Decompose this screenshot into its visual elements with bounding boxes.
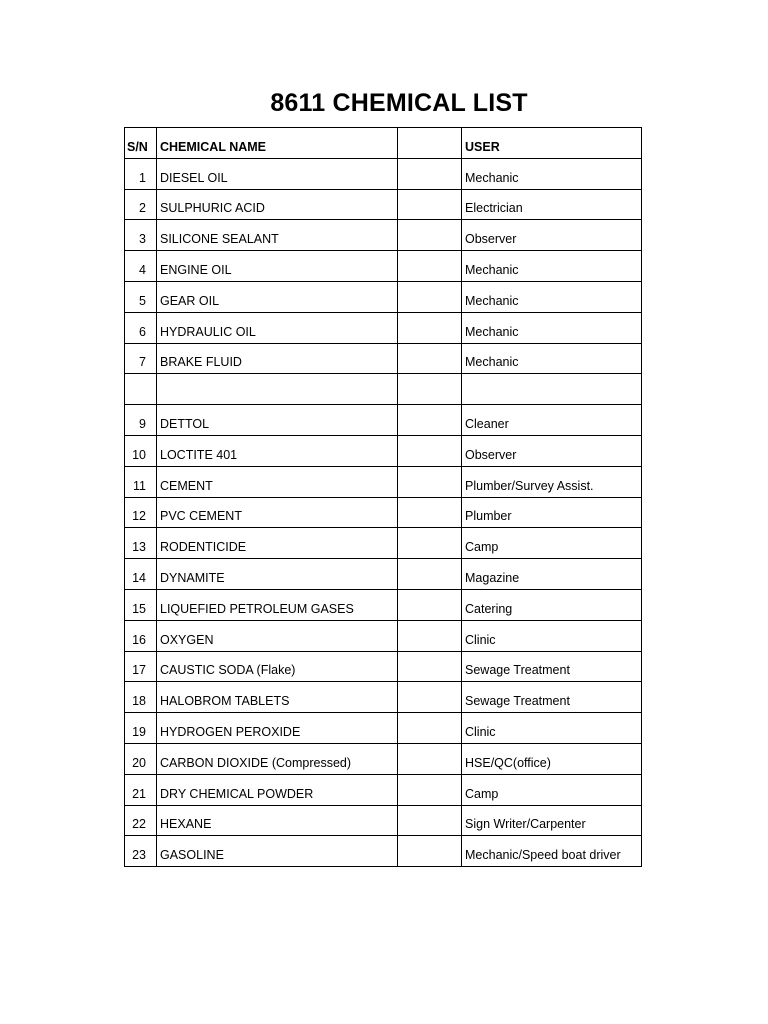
cell-user: Camp <box>462 774 642 805</box>
cell-user: Mechanic <box>462 312 642 343</box>
cell-sn: 20 <box>125 743 157 774</box>
cell-sn: 17 <box>125 651 157 682</box>
cell-chemical-name: CAUSTIC SODA (Flake) <box>157 651 398 682</box>
cell-blank <box>398 651 462 682</box>
cell-sn: 1 <box>125 158 157 189</box>
cell-chemical-name: OXYGEN <box>157 620 398 651</box>
cell-user: Sign Writer/Carpenter <box>462 805 642 836</box>
cell-user: Clinic <box>462 713 642 744</box>
cell-chemical-name: DRY CHEMICAL POWDER <box>157 774 398 805</box>
cell-blank <box>398 836 462 867</box>
cell-chemical-name: DIESEL OIL <box>157 158 398 189</box>
cell-blank <box>398 251 462 282</box>
cell-user <box>462 374 642 405</box>
cell-sn: 18 <box>125 682 157 713</box>
cell-sn: 21 <box>125 774 157 805</box>
cell-sn: 7 <box>125 343 157 374</box>
cell-user: HSE/QC(office) <box>462 743 642 774</box>
cell-blank <box>398 497 462 528</box>
cell-chemical-name: PVC CEMENT <box>157 497 398 528</box>
cell-blank <box>398 774 462 805</box>
cell-sn: 22 <box>125 805 157 836</box>
table-row <box>125 713 642 744</box>
cell-sn: 19 <box>125 713 157 744</box>
table-row <box>125 405 642 436</box>
table-row <box>125 620 642 651</box>
cell-user: Sewage Treatment <box>462 651 642 682</box>
header-blank <box>398 128 462 159</box>
cell-user: Catering <box>462 589 642 620</box>
table-row <box>125 466 642 497</box>
cell-chemical-name: HEXANE <box>157 805 398 836</box>
cell-sn: 11 <box>125 466 157 497</box>
cell-sn: 3 <box>125 220 157 251</box>
cell-sn: 15 <box>125 589 157 620</box>
cell-sn: 5 <box>125 281 157 312</box>
cell-chemical-name: HALOBROM TABLETS <box>157 682 398 713</box>
cell-blank <box>398 343 462 374</box>
cell-blank <box>398 158 462 189</box>
cell-sn: 14 <box>125 559 157 590</box>
cell-blank <box>398 620 462 651</box>
cell-blank <box>398 189 462 220</box>
cell-blank <box>398 281 462 312</box>
cell-chemical-name: GEAR OIL <box>157 281 398 312</box>
cell-sn: 23 <box>125 836 157 867</box>
cell-user: Mechanic <box>462 251 642 282</box>
table-row <box>125 343 642 374</box>
cell-blank <box>398 435 462 466</box>
chemical-table <box>124 127 642 867</box>
table-row <box>125 805 642 836</box>
cell-blank <box>398 312 462 343</box>
cell-blank <box>398 466 462 497</box>
cell-chemical-name: LIQUEFIED PETROLEUM GASES <box>157 589 398 620</box>
cell-user: Sewage Treatment <box>462 682 642 713</box>
cell-blank <box>398 713 462 744</box>
cell-user: Plumber/Survey Assist. <box>462 466 642 497</box>
header-user: USER <box>462 128 642 159</box>
cell-blank <box>398 405 462 436</box>
cell-user: Mechanic <box>462 343 642 374</box>
cell-chemical-name: SULPHURIC ACID <box>157 189 398 220</box>
cell-user: Cleaner <box>462 405 642 436</box>
table-row <box>125 836 642 867</box>
cell-blank <box>398 682 462 713</box>
cell-sn: 10 <box>125 435 157 466</box>
cell-chemical-name: ENGINE OIL <box>157 251 398 282</box>
table-row <box>125 189 642 220</box>
cell-user: Observer <box>462 220 642 251</box>
cell-user: Camp <box>462 528 642 559</box>
cell-chemical-name: CARBON DIOXIDE (Compressed) <box>157 743 398 774</box>
cell-sn: 16 <box>125 620 157 651</box>
cell-sn: 6 <box>125 312 157 343</box>
page-title: 8611 CHEMICAL LIST <box>270 89 528 117</box>
table-row <box>125 651 642 682</box>
cell-user: Plumber <box>462 497 642 528</box>
cell-user: Mechanic <box>462 281 642 312</box>
table-row <box>125 281 642 312</box>
cell-user: Mechanic/Speed boat driver <box>462 836 642 867</box>
cell-sn <box>125 374 157 405</box>
table-row <box>125 774 642 805</box>
cell-blank <box>398 220 462 251</box>
table-row <box>125 743 642 774</box>
cell-chemical-name: DYNAMITE <box>157 559 398 590</box>
table-row <box>125 251 642 282</box>
cell-blank <box>398 805 462 836</box>
table-row <box>125 435 642 466</box>
cell-sn: 2 <box>125 189 157 220</box>
cell-blank <box>398 743 462 774</box>
cell-blank <box>398 528 462 559</box>
cell-user: Clinic <box>462 620 642 651</box>
cell-blank <box>398 559 462 590</box>
cell-user: Mechanic <box>462 158 642 189</box>
cell-blank <box>398 374 462 405</box>
table-row <box>125 220 642 251</box>
cell-chemical-name: RODENTICIDE <box>157 528 398 559</box>
table-row <box>125 312 642 343</box>
header-chemical-name: CHEMICAL NAME <box>157 128 398 159</box>
table-row <box>125 528 642 559</box>
cell-user: Electrician <box>462 189 642 220</box>
cell-sn: 9 <box>125 405 157 436</box>
cell-chemical-name <box>157 374 398 405</box>
cell-chemical-name: BRAKE FLUID <box>157 343 398 374</box>
table-row <box>125 682 642 713</box>
cell-sn: 12 <box>125 497 157 528</box>
cell-chemical-name: HYDROGEN PEROXIDE <box>157 713 398 744</box>
table-row <box>125 559 642 590</box>
table-row <box>125 374 642 405</box>
table-row <box>125 589 642 620</box>
cell-chemical-name: GASOLINE <box>157 836 398 867</box>
cell-chemical-name: CEMENT <box>157 466 398 497</box>
cell-sn: 4 <box>125 251 157 282</box>
cell-user: Magazine <box>462 559 642 590</box>
cell-user: Observer <box>462 435 642 466</box>
cell-chemical-name: LOCTITE 401 <box>157 435 398 466</box>
cell-chemical-name: DETTOL <box>157 405 398 436</box>
cell-chemical-name: HYDRAULIC OIL <box>157 312 398 343</box>
cell-blank <box>398 589 462 620</box>
table-row <box>125 497 642 528</box>
table-row <box>125 158 642 189</box>
cell-sn: 13 <box>125 528 157 559</box>
header-sn: S/N <box>125 128 157 159</box>
table-header-row <box>125 128 642 159</box>
cell-chemical-name: SILICONE SEALANT <box>157 220 398 251</box>
